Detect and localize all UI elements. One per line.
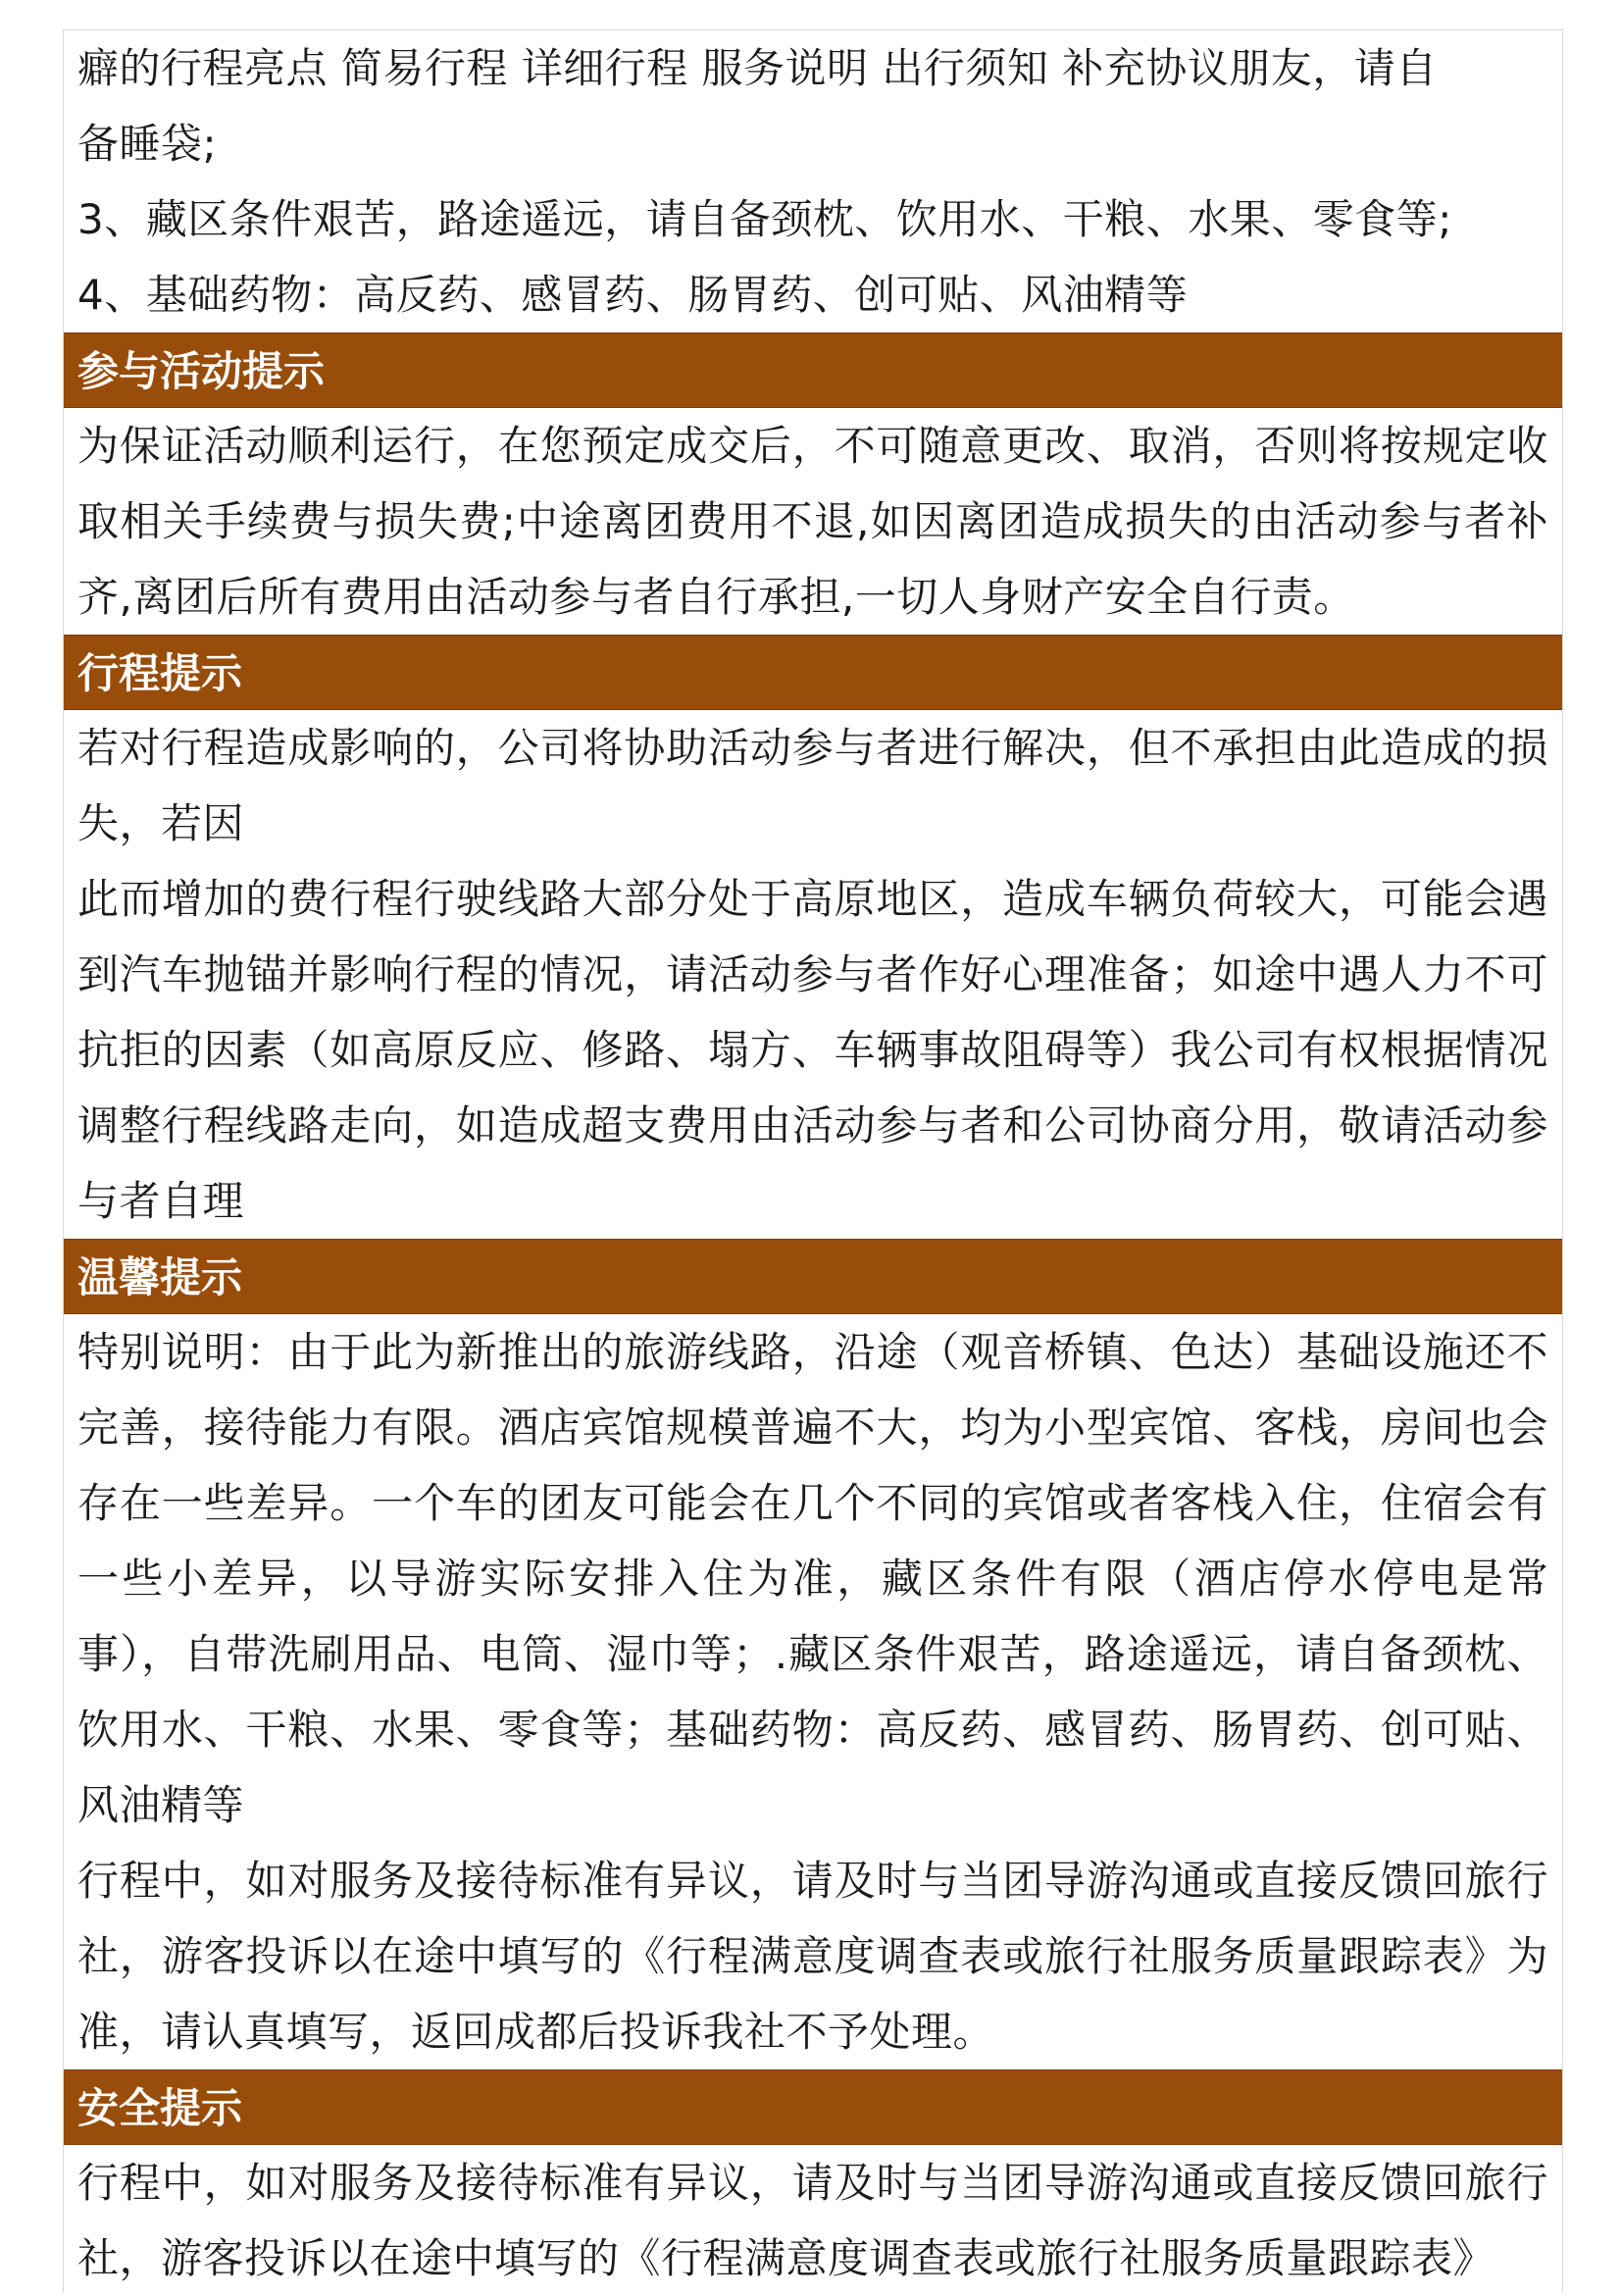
section-header-activity-tips: 参与活动提示 xyxy=(64,332,1562,408)
top-line-1: 癖的行程亮点 简易行程 详细行程 服务说明 出行须知 补充协议朋友，请自 xyxy=(77,44,1438,92)
section-body-itinerary-tips-2: 此而增加的费行程行驶线路大部分处于高原地区，造成车辆负荷较大，可能会遇到汽车抛锚并影响行程的情况，请活动参与者作好心理准备；如途中遇人力不可抗拒的因素（如高原反应、修路、塌方、车辆事故阻碍等）我公司有权根据情况调整行程线路走向，如造成超支费用由活动参与者和公司协商分用，敬请活动参与者自理 xyxy=(77,875,1548,1225)
document-content xyxy=(64,30,1562,2296)
section-body-warm-tips-1: 特别说明：由于此为新推出的旅游线路，沿途（观音桥镇、色达）基础设施还不完善，接待能力有限。酒店宾馆规模普遍不大，均为小型宾馆、客栈，房间也会存在一些差异。一个车的团友可能会在几个不同的宾馆或者客栈入住，住宿会有一些小差异，以导游实际安排入住为准，藏区条件有限（酒店停水停电是常事），自带洗刷用品、电筒、湿巾等；.藏区条件艰苦，路途遥远，请自备颈枕、饮用水、干粮、水果、零食等；基础药物：高反药、感冒药、肠胃药、创可贴、风油精等 xyxy=(77,1328,1548,1829)
section-header-warm-tips: 温馨提示 xyxy=(64,1239,1562,1314)
top-line-3: 3、藏区条件艰苦，路途遥远，请自备颈枕、饮用水、干粮、水果、零食等; xyxy=(77,195,1452,243)
section-header-itinerary-tips: 行程提示 xyxy=(64,635,1562,710)
section-header-safety-tips: 安全提示 xyxy=(64,2069,1562,2145)
top-line-2: 备睡袋; xyxy=(77,120,218,168)
safety-body-wrapper xyxy=(77,2145,1548,2296)
top-line-4: 4、基础药物：高反药、感冒药、肠胃药、创可贴、风油精等 xyxy=(77,271,1189,319)
section-body-safety-tips: 行程中，如对服务及接待标准有异议，请及时与当团导游沟通或直接反馈回旅行社，游客投诉以在途中填写的《行程满意度调查表或旅行社服务质量跟踪表》 xyxy=(77,2159,1548,2282)
document-page xyxy=(63,29,1563,2293)
section-body-warm-tips-2: 行程中，如对服务及接待标准有异议，请及时与当团导游沟通或直接反馈回旅行社，游客投诉以在途中填写的《行程满意度调查表或旅行社服务质量跟踪表》为准，请认真填写，返回成都后投诉我社不予处理。 xyxy=(77,1857,1548,2056)
section-body-activity-tips: 为保证活动顺利运行，在您预定成交后，不可随意更改、取消，否则将按规定收取相关手续费与损失费;中途离团费用不退,如因离团造成损失的由活动参与者补齐,离团后所有费用由活动参与者自行承担,一切人身财产安全自行责。 xyxy=(77,422,1548,621)
section-body-itinerary-tips-1: 若对行程造成影响的，公司将协助活动参与者进行解决，但不承担由此造成的损失，若因 xyxy=(77,724,1548,847)
